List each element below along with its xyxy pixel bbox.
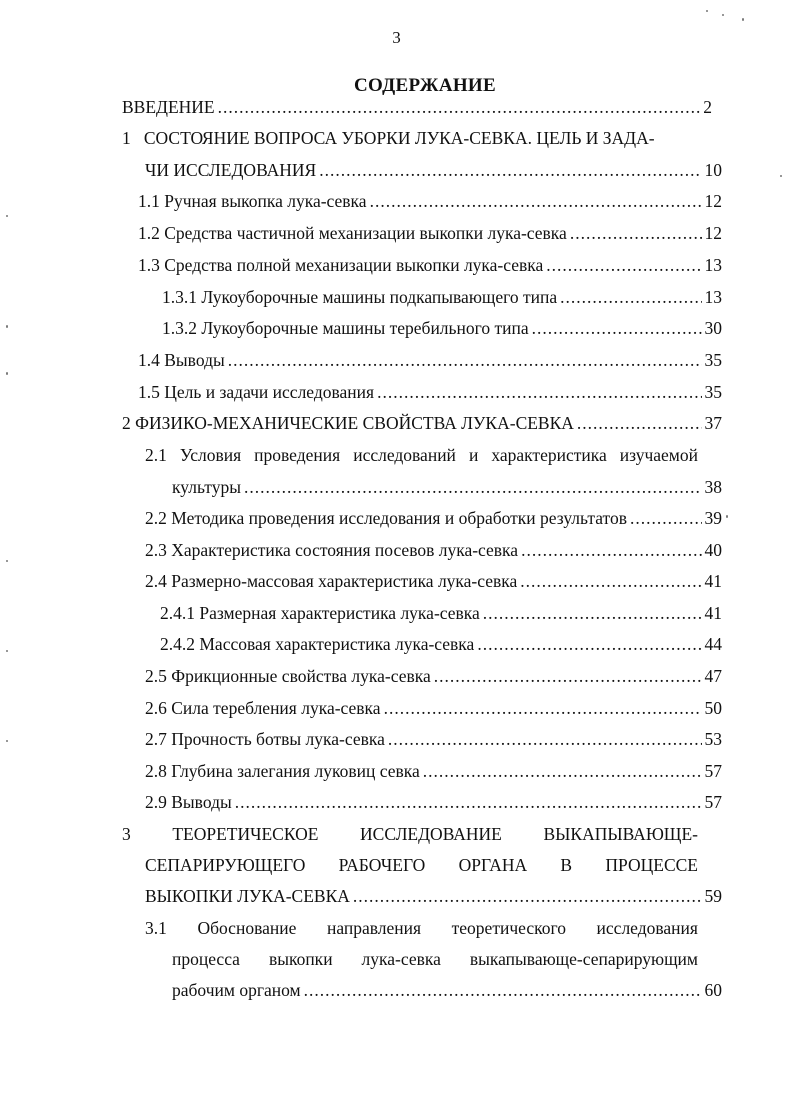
toc-entry-number: 3.1 [145,918,167,938]
toc-entry-label: ВВЕДЕНИЕ [122,97,215,117]
toc-title: СОДЕРЖАНИЕ [354,75,496,96]
toc-entry-s1-1[interactable] [138,188,722,214]
toc-entry-s2-3[interactable] [145,537,722,563]
scan-speck [6,372,8,375]
toc-leader-dots [423,758,702,784]
toc-entry-label: 2.7 Прочность ботвы лука-севка [145,729,385,749]
toc-entry-label: 1.5 Цель и задачи исследования [138,382,375,402]
toc-entry-s1-3-1[interactable] [162,284,722,310]
toc-entry-s2-1-line2[interactable] [172,474,722,500]
toc-leader-dots [577,410,702,436]
toc-entry-word: выкапывающе-сепарирующим [469,949,698,969]
toc-entry-page: 35 [704,382,722,402]
toc-leader-dots [370,188,702,214]
scan-speck [726,515,728,518]
toc-entry-word: направления [326,918,422,938]
toc-leader-dots [483,600,702,626]
toc-entry-s1-4[interactable] [138,347,722,373]
toc-entry-s3-1-line2[interactable] [172,946,698,972]
scan-speck [6,650,8,652]
toc-entry-page: 57 [704,761,722,781]
toc-entry-number: 2.1 [145,445,167,465]
toc-entry-page: 57 [704,792,722,812]
toc-entry-label: 2.6 Сила теребления лука-севка [145,698,381,718]
toc-entry-word: ВЫКАПЫВАЮЩЕ- [543,824,698,844]
scan-speck [706,10,708,12]
toc-leader-dots [384,695,702,721]
toc-entry-label: ВЫКОПКИ ЛУКА-СЕВКА [145,886,350,906]
toc-entry-number: 3 [122,824,131,844]
scan-speck [6,325,8,328]
toc-entry-page: 50 [704,698,722,718]
toc-entry-page: 38 [704,477,722,497]
toc-entry-label: 2.4.1 Размерная характеристика лука-севка [160,603,480,623]
toc-entry-s2-4-1[interactable] [160,600,722,626]
toc-entry-page: 60 [704,980,722,1000]
toc-entry-s2-5[interactable] [145,663,722,689]
toc-entry-page: 12 [704,223,722,243]
toc-entry-word: проведения [254,445,341,465]
toc-entry-page: 2 [703,97,712,117]
toc-entry-label: 2.4.2 Массовая характеристика лука-севка [160,634,475,654]
toc-entry-s2-6[interactable] [145,695,722,721]
toc-entry-label: 2.9 Выводы [145,792,232,812]
toc-leader-dots [434,663,702,689]
toc-leader-dots [570,220,702,246]
toc-leader-dots [546,252,701,278]
toc-entry-s2-7[interactable] [145,726,722,752]
toc-leader-dots [560,284,701,310]
toc-entry-word: ИССЛЕДОВАНИЕ [360,824,502,844]
toc-entry-label: 1.4 Выводы [138,350,225,370]
toc-entry-page: 59 [704,886,722,906]
toc-entry-word: выкопки [268,949,333,969]
toc-entry-s1-5[interactable] [138,379,722,405]
toc-entry-label: ЧИ ИССЛЕДОВАНИЯ [145,160,317,180]
scan-speck [6,560,8,562]
toc-leader-dots [353,883,702,909]
toc-entry-label: 2 ФИЗИКО-МЕХАНИЧЕСКИЕ СВОЙСТВА ЛУКА-СЕВКА [122,413,574,433]
toc-entry-page: 10 [704,160,722,180]
scan-speck [722,14,724,16]
toc-entry-page: 13 [704,287,722,307]
toc-entry-page: 12 [704,191,722,211]
toc-entry-word: ОРГАНА [458,855,528,875]
toc-entry-label: 1.1 Ручная выкопка лука-севка [138,191,367,211]
toc-entry-word: характеристика [491,445,607,465]
toc-entry-label: 2.2 Методика проведения исследования и обработки результатов [145,508,627,528]
scan-speck [780,175,782,177]
toc-leader-dots [244,474,702,500]
toc-entry-word: Обоснование [197,918,297,938]
toc-entry-s1-3[interactable] [138,252,722,278]
toc-leader-dots [218,94,701,120]
toc-entry-label: СОСТОЯНИЕ ВОПРОСА УБОРКИ ЛУКА-СЕВКА. ЦЕЛЬ И ЗАДА- [143,128,655,148]
toc-entry-s2-1-line1[interactable] [145,442,698,468]
toc-entry-s2-9[interactable] [145,789,722,815]
toc-entry-word: исследований [353,445,456,465]
toc-entry-page: 13 [704,255,722,275]
toc-leader-dots [235,789,702,815]
toc-entry-page: 35 [704,350,722,370]
toc-entry-page: 41 [704,603,722,623]
toc-entry-page: 41 [704,571,722,591]
scan-speck [742,18,744,21]
toc-entry-label: рабочим органом [172,980,301,1000]
toc-entry-ch1-line2[interactable] [145,157,722,183]
toc-entry-s2-4[interactable] [145,568,722,594]
toc-entry-page: 37 [704,413,722,433]
toc-entry-s3-1-line3[interactable] [172,977,722,1003]
toc-leader-dots [520,568,701,594]
toc-leader-dots [228,347,702,373]
toc-entry-ch3-line1[interactable] [122,821,698,847]
toc-entry-word: процесса [172,949,240,969]
page-number: 3 [392,28,401,47]
toc-entry-word: ПРОЦЕССЕ [605,855,698,875]
toc-entry-number: 1 [122,128,131,148]
toc-entry-label: 1.2 Средства частичной механизации выкопки лука-севка [138,223,567,243]
toc-entry-label: культуры [172,477,241,497]
toc-leader-dots [377,379,701,405]
toc-entry-word: ТЕОРЕТИЧЕСКОЕ [172,824,319,844]
toc-leader-dots [388,726,702,752]
toc-leader-dots [477,631,701,657]
toc-entry-s1-2[interactable] [138,220,722,246]
toc-entry-ch3-line3[interactable] [145,883,722,909]
toc-entry-s2-8[interactable] [145,758,722,784]
toc-entry-page: 40 [704,540,722,560]
toc-entry-word: и [468,445,479,465]
toc-entry-label: 1.3.1 Лукоуборочные машины подкапывающего типа [162,287,558,307]
toc-entry-label: 1.3 Средства полной механизации выкопки лука-севка [138,255,544,275]
toc-entry-intro[interactable] [122,94,712,120]
toc-entry-label: 2.4 Размерно-массовая характеристика лука-севка [145,571,518,591]
toc-entry-word: В [560,855,573,875]
toc-leader-dots [532,315,702,341]
toc-leader-dots [304,977,702,1003]
scan-speck [6,740,8,742]
toc-leader-dots [630,505,702,531]
toc-entry-ch1-line1[interactable] [122,125,702,151]
toc-entry-s3-1-line1[interactable] [145,915,698,941]
toc-entry-word: изучаемой [619,445,698,465]
toc-entry-ch3-line2[interactable] [145,852,698,878]
toc-entry-s1-3-2[interactable] [162,315,722,341]
toc-leader-dots [319,157,701,183]
toc-entry-page: 30 [704,318,722,338]
toc-leader-dots [521,537,701,563]
toc-entry-word: РАБОЧЕГО [338,855,426,875]
toc-entry-word: теоретического [451,918,566,938]
toc-entry-label: 1.3.2 Лукоуборочные машины теребильного типа [162,318,529,338]
toc-entry-ch2[interactable] [122,410,722,436]
toc-entry-s2-2[interactable] [145,505,722,531]
scan-speck [6,215,8,217]
toc-entry-page: 39 [704,508,722,528]
toc-entry-word: исследования [596,918,698,938]
toc-entry-label: 2.5 Фрикционные свойства лука-севка [145,666,431,686]
toc-entry-page: 47 [704,666,722,686]
toc-entry-word: Условия [179,445,242,465]
toc-entry-page: 53 [704,729,722,749]
toc-entry-label: 2.3 Характеристика состояния посевов лука-севка [145,540,519,560]
toc-entry-page: 44 [704,634,722,654]
toc-entry-word: СЕПАРИРУЮЩЕГО [145,855,306,875]
toc-entry-label: 2.8 Глубина залегания луковиц севка [145,761,420,781]
toc-entry-word: лука-севка [361,949,441,969]
toc-entry-s2-4-2[interactable] [160,631,722,657]
